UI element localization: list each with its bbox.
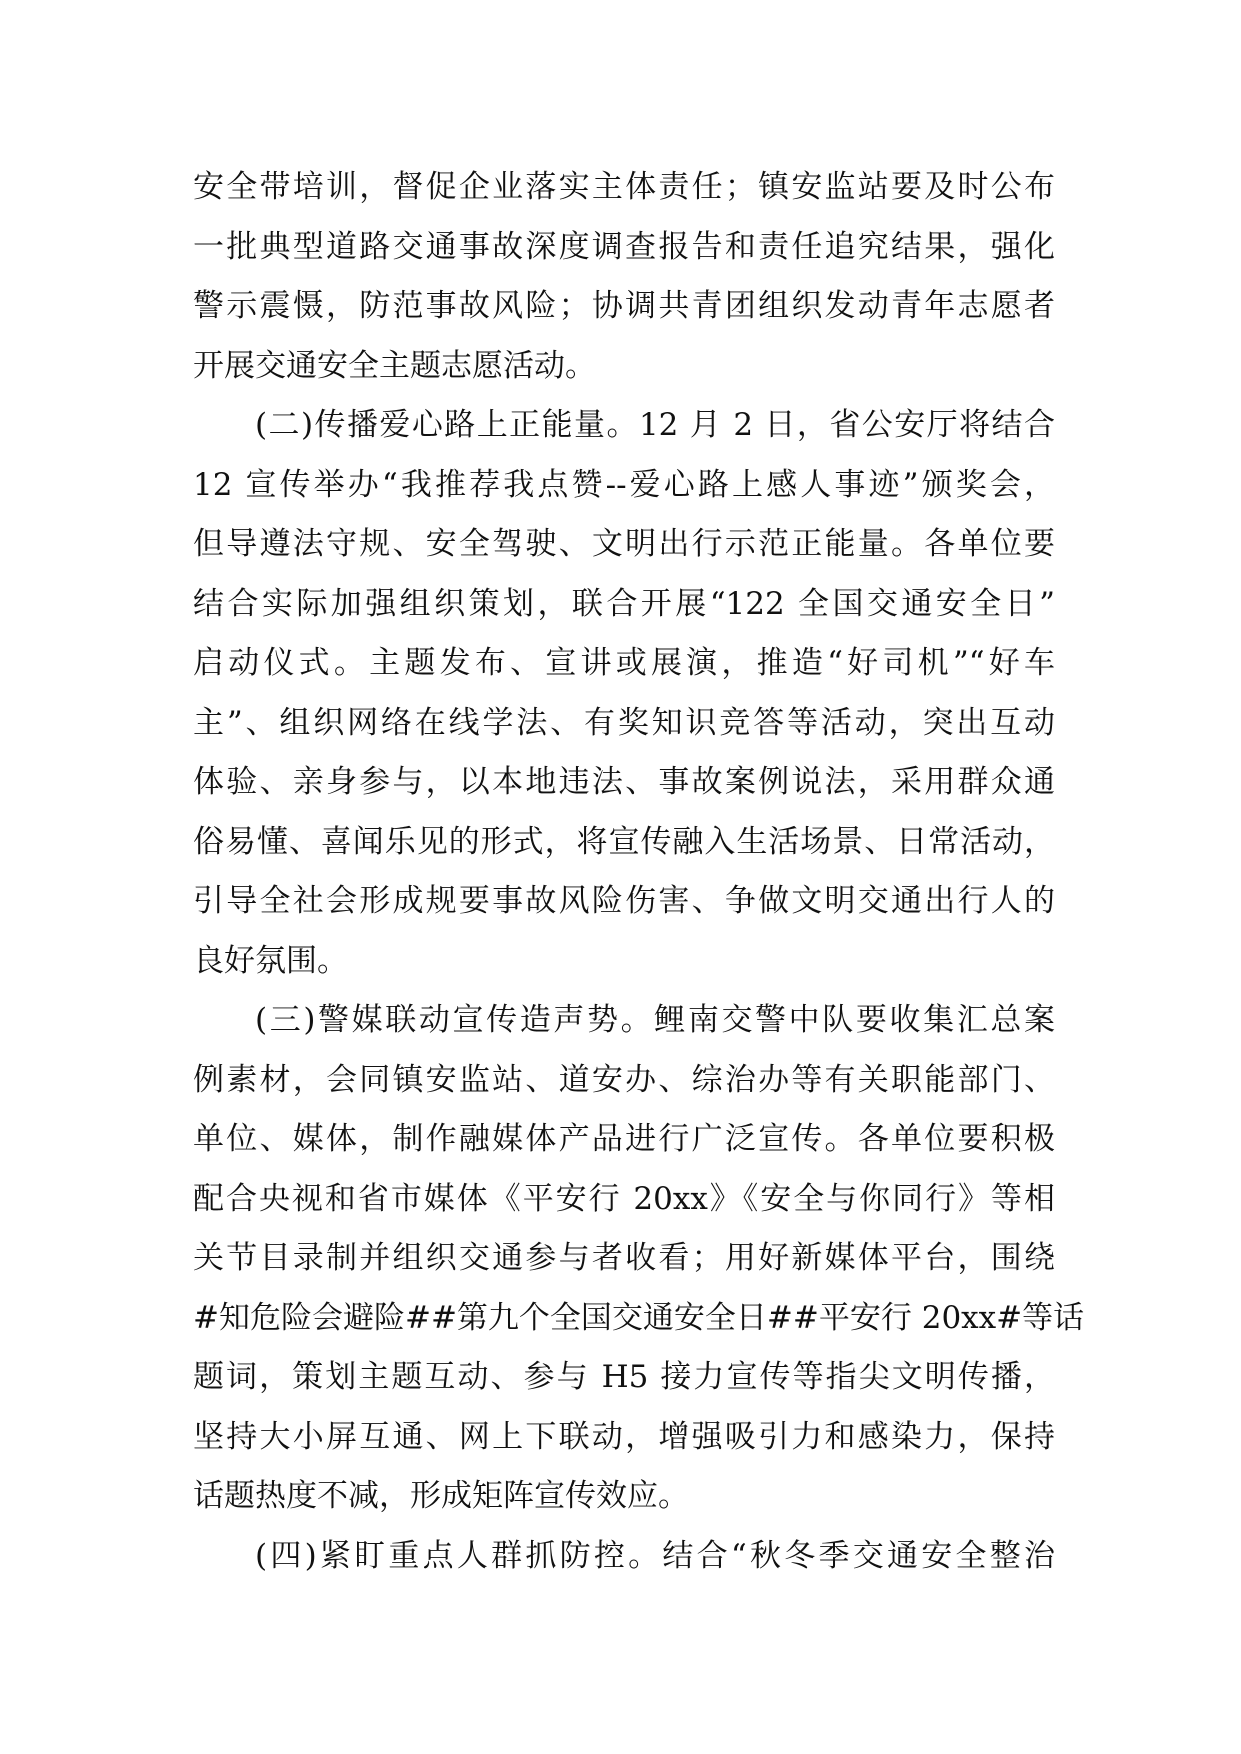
text-line: 警示震慑，防范事故风险；协调共青团组织发动青年志愿者 [193, 288, 1055, 324]
text-line: 俗易懂、喜闻乐见的形式，将宣传融入生活场景、日常活动， [193, 823, 1055, 860]
document-body [193, 158, 1085, 1586]
text-line: 开展交通安全主题志愿活动。 [193, 347, 596, 384]
text-line: 启动仪式。主题发布、宣讲或展演，推造“好司机”“好车 [193, 645, 1055, 681]
text-line: 坚持大小屏互通、网上下联动，增强吸引力和感染力，保持 [193, 1418, 1055, 1455]
paragraph-1-continuation [193, 158, 1055, 396]
paragraph-2 [193, 396, 1055, 991]
text-line: (二)传播爱心路上正能量。12 月 2 日，省公安厅将结合 [255, 407, 1055, 443]
text-line: 话题热度不减，形成矩阵宣传效应。 [193, 1478, 689, 1514]
paragraph-3 [193, 991, 1085, 1527]
text-line: 一批典型道路交通事故深度调查报告和责任追究结果，强化 [193, 228, 1055, 265]
paragraph-4 [193, 1527, 1055, 1587]
text-line: #知危险会避险##第九个全国交通安全日##平安行 20xx#等话 [193, 1299, 1085, 1336]
text-line: 结合实际加强组织策划，联合开展“122 全国交通安全日” [193, 585, 1055, 622]
text-line: (三)警媒联动宣传造声势。鲤南交警中队要收集汇总案 [255, 1002, 1055, 1038]
text-line: 单位、媒体，制作融媒体产品进行广泛宣传。各单位要积极 [193, 1121, 1055, 1157]
text-line: 体验、亲身参与，以本地违法、事故案例说法，采用群众通 [193, 764, 1055, 800]
text-line: 主”、组织网络在线学法、有奖知识竞答等活动，突出互动 [193, 704, 1055, 741]
text-line: 安全带培训，督促企业落实主体责任；镇安监站要及时公布 [193, 169, 1055, 205]
text-line: 配合央视和省市媒体《平安行 20xx》《安全与你同行》等相 [193, 1180, 1055, 1217]
text-line: 良好氛围。 [193, 942, 348, 979]
text-line: 12 宣传举办“我推荐我点赞--爱心路上感人事迹”颁奖会， [193, 466, 1055, 503]
text-line: 引导全社会形成规要事故风险伤害、争做文明交通出行人的 [193, 883, 1055, 919]
text-line: 题词，策划主题互动、参与 H5 接力宣传等指尖文明传播， [193, 1359, 1055, 1395]
text-line: (四)紧盯重点人群抓防控。结合“秋冬季交通安全整治 [255, 1537, 1055, 1574]
text-line: 例素材，会同镇安监站、道安办、综治办等有关职能部门、 [193, 1061, 1055, 1098]
text-line: 关节目录制并组织交通参与者收看；用好新媒体平台，围绕 [193, 1240, 1055, 1276]
text-line: 但导遵法守规、安全驾驶、文明出行示范正能量。各单位要 [193, 526, 1055, 562]
